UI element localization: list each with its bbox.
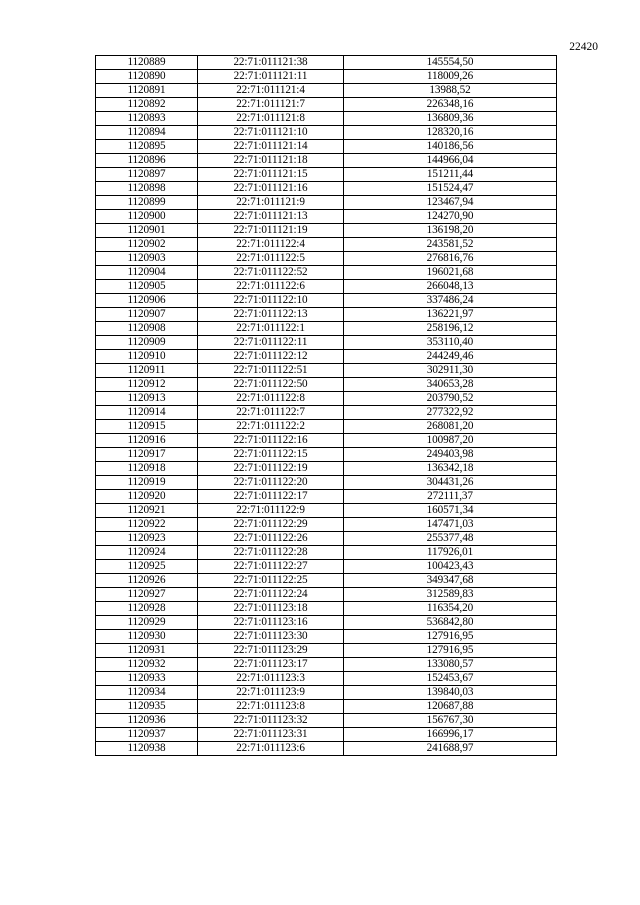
cadastral-number-cell: 22:71:011121:38: [198, 56, 344, 70]
cadastral-number-cell: 22:71:011123:18: [198, 602, 344, 616]
cadastral-value-cell: 139840,03: [344, 686, 557, 700]
row-number-cell: 1120915: [96, 420, 198, 434]
row-number-cell: 1120914: [96, 406, 198, 420]
table-row: [96, 462, 557, 476]
row-number-cell: 1120916: [96, 434, 198, 448]
cadastral-value-cell: 272111,37: [344, 490, 557, 504]
row-number-cell: 1120938: [96, 742, 198, 756]
cadastral-number-cell: 22:71:011121:15: [198, 168, 344, 182]
cadastral-value-cell: 249403,98: [344, 448, 557, 462]
table-row: [96, 98, 557, 112]
cadastral-value-cell: 277322,92: [344, 406, 557, 420]
cadastral-number-cell: 22:71:011122:7: [198, 406, 344, 420]
row-number-cell: 1120910: [96, 350, 198, 364]
table-row: [96, 504, 557, 518]
row-number-cell: 1120903: [96, 252, 198, 266]
cadastral-value-cell: 258196,12: [344, 322, 557, 336]
table-row: [96, 224, 557, 238]
row-number-cell: 1120925: [96, 560, 198, 574]
cadastral-value-cell: 151211,44: [344, 168, 557, 182]
row-number-cell: 1120936: [96, 714, 198, 728]
table-row: [96, 616, 557, 630]
table-row: [96, 280, 557, 294]
table-row: [96, 420, 557, 434]
cadastral-value-cell: 255377,48: [344, 532, 557, 546]
row-number-cell: 1120907: [96, 308, 198, 322]
cadastral-number-cell: 22:71:011123:31: [198, 728, 344, 742]
row-number-cell: 1120934: [96, 686, 198, 700]
table-row: [96, 490, 557, 504]
row-number-cell: 1120919: [96, 476, 198, 490]
cadastral-value-cell: 312589,83: [344, 588, 557, 602]
cadastral-number-cell: 22:71:011122:51: [198, 364, 344, 378]
cadastral-number-cell: 22:71:011121:9: [198, 196, 344, 210]
cadastral-value-cell: 144966,04: [344, 154, 557, 168]
row-number-cell: 1120930: [96, 630, 198, 644]
row-number-cell: 1120897: [96, 168, 198, 182]
table-row: [96, 70, 557, 84]
table-row: [96, 630, 557, 644]
cadastral-value-cell: 304431,26: [344, 476, 557, 490]
row-number-cell: 1120920: [96, 490, 198, 504]
cadastral-number-cell: 22:71:011121:19: [198, 224, 344, 238]
cadastral-value-cell: 243581,52: [344, 238, 557, 252]
row-number-cell: 1120923: [96, 532, 198, 546]
cadastral-value-cell: 100987,20: [344, 434, 557, 448]
table-row: [96, 476, 557, 490]
table-row: [96, 686, 557, 700]
cadastral-value-cell: 136809,36: [344, 112, 557, 126]
table-row: [96, 518, 557, 532]
row-number-cell: 1120921: [96, 504, 198, 518]
cadastral-number-cell: 22:71:011121:4: [198, 84, 344, 98]
row-number-cell: 1120901: [96, 224, 198, 238]
table-row: [96, 294, 557, 308]
cadastral-value-cell: 156767,30: [344, 714, 557, 728]
row-number-cell: 1120891: [96, 84, 198, 98]
cadastral-number-cell: 22:71:011122:50: [198, 378, 344, 392]
row-number-cell: 1120912: [96, 378, 198, 392]
cadastral-number-cell: 22:71:011121:11: [198, 70, 344, 84]
cadastral-value-cell: 151524,47: [344, 182, 557, 196]
cadastral-number-cell: 22:71:011122:17: [198, 490, 344, 504]
row-number-cell: 1120893: [96, 112, 198, 126]
cadastral-number-cell: 22:71:011122:10: [198, 294, 344, 308]
table-row: [96, 714, 557, 728]
cadastral-value-cell: 117926,01: [344, 546, 557, 560]
table-body: [96, 56, 557, 756]
cadastral-number-cell: 22:71:011121:7: [198, 98, 344, 112]
table-row: [96, 238, 557, 252]
cadastral-number-cell: 22:71:011121:16: [198, 182, 344, 196]
cadastral-value-cell: 136342,18: [344, 462, 557, 476]
row-number-cell: 1120933: [96, 672, 198, 686]
cadastral-value-cell: 116354,20: [344, 602, 557, 616]
row-number-cell: 1120913: [96, 392, 198, 406]
cadastral-value-cell: 203790,52: [344, 392, 557, 406]
table-row: [96, 322, 557, 336]
row-number-cell: 1120900: [96, 210, 198, 224]
cadastral-value-cell: 244249,46: [344, 350, 557, 364]
table-row: [96, 308, 557, 322]
cadastral-value-cell: 160571,34: [344, 504, 557, 518]
cadastral-value-cell: 276816,76: [344, 252, 557, 266]
row-number-cell: 1120927: [96, 588, 198, 602]
cadastral-value-cell: 136221,97: [344, 308, 557, 322]
row-number-cell: 1120909: [96, 336, 198, 350]
cadastral-number-cell: 22:71:011121:8: [198, 112, 344, 126]
table-row: [96, 112, 557, 126]
cadastral-number-cell: 22:71:011122:4: [198, 238, 344, 252]
table-row: [96, 406, 557, 420]
cadastral-value-cell: 241688,97: [344, 742, 557, 756]
row-number-cell: 1120902: [96, 238, 198, 252]
cadastral-value-cell: 268081,20: [344, 420, 557, 434]
row-number-cell: 1120932: [96, 658, 198, 672]
cadastral-number-cell: 22:71:011123:3: [198, 672, 344, 686]
cadastral-number-cell: 22:71:011122:1: [198, 322, 344, 336]
row-number-cell: 1120918: [96, 462, 198, 476]
table-row: [96, 350, 557, 364]
cadastral-number-cell: 22:71:011122:11: [198, 336, 344, 350]
page-number: 22420: [569, 41, 598, 53]
cadastral-number-cell: 22:71:011122:28: [198, 546, 344, 560]
cadastral-value-cell: 128320,16: [344, 126, 557, 140]
table-row: [96, 126, 557, 140]
cadastral-number-cell: 22:71:011123:9: [198, 686, 344, 700]
table-row: [96, 574, 557, 588]
cadastral-value-cell: 196021,68: [344, 266, 557, 280]
cadastral-number-cell: 22:71:011122:26: [198, 532, 344, 546]
table-row: [96, 728, 557, 742]
row-number-cell: 1120924: [96, 546, 198, 560]
cadastral-number-cell: 22:71:011123:8: [198, 700, 344, 714]
row-number-cell: 1120937: [96, 728, 198, 742]
cadastral-value-cell: 124270,90: [344, 210, 557, 224]
cadastral-value-cell: 349347,68: [344, 574, 557, 588]
cadastral-value-cell: 127916,95: [344, 630, 557, 644]
table-row: [96, 196, 557, 210]
cadastral-number-cell: 22:71:011122:2: [198, 420, 344, 434]
cadastral-number-cell: 22:71:011121:10: [198, 126, 344, 140]
row-number-cell: 1120896: [96, 154, 198, 168]
row-number-cell: 1120929: [96, 616, 198, 630]
cadastral-value-cell: 302911,30: [344, 364, 557, 378]
table-row: [96, 546, 557, 560]
row-number-cell: 1120892: [96, 98, 198, 112]
cadastral-number-cell: 22:71:011123:32: [198, 714, 344, 728]
table-row: [96, 588, 557, 602]
cadastral-value-cell: 133080,57: [344, 658, 557, 672]
table-row: [96, 602, 557, 616]
table-row: [96, 532, 557, 546]
cadastral-value-cell: 226348,16: [344, 98, 557, 112]
cadastral-value-cell: 340653,28: [344, 378, 557, 392]
table-row: [96, 364, 557, 378]
cadastral-number-cell: 22:71:011123:16: [198, 616, 344, 630]
row-number-cell: 1120894: [96, 126, 198, 140]
row-number-cell: 1120917: [96, 448, 198, 462]
table-row: [96, 336, 557, 350]
cadastral-value-table: [95, 55, 557, 756]
row-number-cell: 1120906: [96, 294, 198, 308]
cadastral-value-cell: 166996,17: [344, 728, 557, 742]
row-number-cell: 1120931: [96, 644, 198, 658]
row-number-cell: 1120908: [96, 322, 198, 336]
cadastral-number-cell: 22:71:011121:18: [198, 154, 344, 168]
cadastral-number-cell: 22:71:011122:52: [198, 266, 344, 280]
table-row: [96, 210, 557, 224]
table-row: [96, 742, 557, 756]
table-row: [96, 84, 557, 98]
row-number-cell: 1120905: [96, 280, 198, 294]
cadastral-value-cell: 147471,03: [344, 518, 557, 532]
cadastral-value-cell: 266048,13: [344, 280, 557, 294]
table-row: [96, 392, 557, 406]
cadastral-value-cell: 353110,40: [344, 336, 557, 350]
table-row: [96, 154, 557, 168]
cadastral-number-cell: 22:71:011122:15: [198, 448, 344, 462]
cadastral-value-cell: 118009,26: [344, 70, 557, 84]
row-number-cell: 1120898: [96, 182, 198, 196]
row-number-cell: 1120928: [96, 602, 198, 616]
cadastral-value-cell: 145554,50: [344, 56, 557, 70]
cadastral-number-cell: 22:71:011122:25: [198, 574, 344, 588]
cadastral-number-cell: 22:71:011122:12: [198, 350, 344, 364]
cadastral-number-cell: 22:71:011122:27: [198, 560, 344, 574]
table-row: [96, 644, 557, 658]
cadastral-number-cell: 22:71:011123:6: [198, 742, 344, 756]
row-number-cell: 1120935: [96, 700, 198, 714]
table-row: [96, 658, 557, 672]
cadastral-number-cell: 22:71:011122:8: [198, 392, 344, 406]
cadastral-value-cell: 152453,67: [344, 672, 557, 686]
row-number-cell: 1120895: [96, 140, 198, 154]
cadastral-number-cell: 22:71:011121:14: [198, 140, 344, 154]
cadastral-number-cell: 22:71:011122:16: [198, 434, 344, 448]
cadastral-value-cell: 13988,52: [344, 84, 557, 98]
cadastral-number-cell: 22:71:011122:13: [198, 308, 344, 322]
cadastral-number-cell: 22:71:011122:29: [198, 518, 344, 532]
row-number-cell: 1120926: [96, 574, 198, 588]
row-number-cell: 1120904: [96, 266, 198, 280]
table-row: [96, 560, 557, 574]
cadastral-value-cell: 127916,95: [344, 644, 557, 658]
table-row: [96, 434, 557, 448]
cadastral-value-cell: 337486,24: [344, 294, 557, 308]
cadastral-value-cell: 136198,20: [344, 224, 557, 238]
table-row: [96, 140, 557, 154]
row-number-cell: 1120911: [96, 364, 198, 378]
cadastral-number-cell: 22:71:011122:19: [198, 462, 344, 476]
cadastral-value-cell: 140186,56: [344, 140, 557, 154]
cadastral-number-cell: 22:71:011122:6: [198, 280, 344, 294]
cadastral-number-cell: 22:71:011123:30: [198, 630, 344, 644]
table-row: [96, 672, 557, 686]
cadastral-value-cell: 536842,80: [344, 616, 557, 630]
table-row: [96, 448, 557, 462]
row-number-cell: 1120899: [96, 196, 198, 210]
cadastral-number-cell: 22:71:011123:17: [198, 658, 344, 672]
cadastral-value-cell: 120687,88: [344, 700, 557, 714]
cadastral-number-cell: 22:71:011122:24: [198, 588, 344, 602]
cadastral-value-cell: 100423,43: [344, 560, 557, 574]
table-row: [96, 56, 557, 70]
table-row: [96, 378, 557, 392]
table-row: [96, 700, 557, 714]
table-row: [96, 182, 557, 196]
cadastral-number-cell: 22:71:011122:20: [198, 476, 344, 490]
table-row: [96, 266, 557, 280]
cadastral-value-cell: 123467,94: [344, 196, 557, 210]
row-number-cell: 1120890: [96, 70, 198, 84]
cadastral-number-cell: 22:71:011122:5: [198, 252, 344, 266]
table-row: [96, 252, 557, 266]
cadastral-number-cell: 22:71:011123:29: [198, 644, 344, 658]
table-row: [96, 168, 557, 182]
row-number-cell: 1120922: [96, 518, 198, 532]
cadastral-number-cell: 22:71:011122:9: [198, 504, 344, 518]
row-number-cell: 1120889: [96, 56, 198, 70]
cadastral-number-cell: 22:71:011121:13: [198, 210, 344, 224]
